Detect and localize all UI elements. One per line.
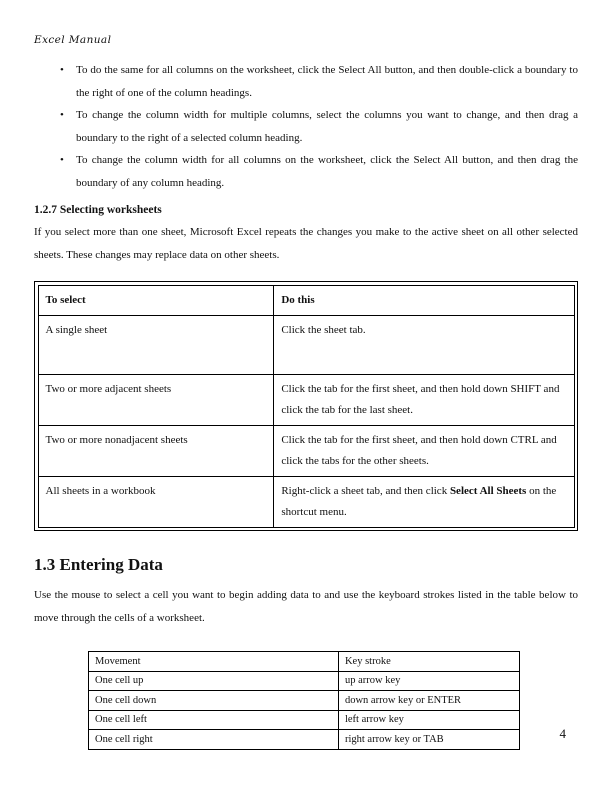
table-cell-select: All sheets in a workbook <box>38 476 274 527</box>
table-row <box>89 730 520 750</box>
bullet-item <box>34 104 578 149</box>
movement-table-header-row <box>89 652 520 672</box>
bullet-icon: • <box>60 109 64 121</box>
entering-data-paragraph: Use the mouse to select a cell you want to begin adding data to and use the keyboard strokes listed in the table below to move through the cells of a worksheet. <box>34 589 578 624</box>
document-header: Excel Manual <box>34 34 112 46</box>
entering-data-heading: 1.3 Entering Data <box>34 555 163 574</box>
table-cell-key: down arrow key or ENTER <box>338 691 519 711</box>
table-row <box>38 425 574 476</box>
table-cell-text: on the shortcut menu. <box>281 484 557 518</box>
table-cell-select: Two or more nonadjacent sheets <box>38 425 274 476</box>
header-cell-to-select: To select <box>38 285 274 315</box>
bullet-text: To change the column width for all columns on the worksheet, click the Select All button, and then drag the boundary of any column heading. <box>76 154 578 189</box>
table-row <box>89 710 520 730</box>
page-number: 4 <box>559 726 566 741</box>
table-cell-movement: One cell right <box>89 730 339 750</box>
table-row <box>38 315 574 374</box>
movement-table <box>88 651 520 750</box>
table-row <box>38 374 574 425</box>
table-cell-movement: One cell left <box>89 710 339 730</box>
header-cell-do-this: Do this <box>274 285 574 315</box>
table-cell-movement: One cell down <box>89 691 339 711</box>
section-heading-127: 1.2.7 Selecting worksheets <box>34 204 162 216</box>
table-cell-do: Click the tab for the first sheet, and then hold down SHIFT and click the tab for the last sheet. <box>274 374 574 425</box>
table-cell-key: left arrow key <box>338 710 519 730</box>
table-row <box>38 476 574 527</box>
table-cell-key: right arrow key or TAB <box>338 730 519 750</box>
bullet-list <box>34 59 578 194</box>
table-cell-select: A single sheet <box>38 315 274 374</box>
table-cell-do: Click the tab for the first sheet, and then hold down CTRL and click the tabs for the other sheets. <box>274 425 574 476</box>
selection-table-header-row <box>38 285 574 315</box>
bullet-item <box>34 59 578 104</box>
table-row <box>89 691 520 711</box>
table-cell-do <box>274 476 574 527</box>
bullet-item <box>34 149 578 194</box>
selection-table <box>38 285 575 528</box>
selection-table-wrapper <box>34 281 578 531</box>
bullet-text: To do the same for all columns on the worksheet, click the Select All button, and then double-click a boundary to the right of one of the column headings. <box>76 64 578 99</box>
table-cell-select: Two or more adjacent sheets <box>38 374 274 425</box>
table-cell-text: Right-click a sheet tab, and then click <box>281 484 450 497</box>
table-cell-bold-text: Select All Sheets <box>449 484 527 497</box>
bullet-icon: • <box>60 154 64 166</box>
table-row <box>89 671 520 691</box>
header-cell-key-stroke: Key stroke <box>338 652 519 672</box>
bullet-icon: • <box>60 64 64 76</box>
header-cell-movement: Movement <box>89 652 339 672</box>
table-cell-do: Click the sheet tab. <box>274 315 574 374</box>
bullet-text: To change the column width for multiple columns, select the columns you want to change, and then drag a boundary to the right of a selected column heading. <box>76 109 578 144</box>
table-cell-movement: One cell up <box>89 671 339 691</box>
table-cell-key: up arrow key <box>338 671 519 691</box>
section-127-paragraph: If you select more than one sheet, Microsoft Excel repeats the changes you make to the active sheet on all other selected sheets. These changes may replace data on other sheets. <box>34 226 578 261</box>
